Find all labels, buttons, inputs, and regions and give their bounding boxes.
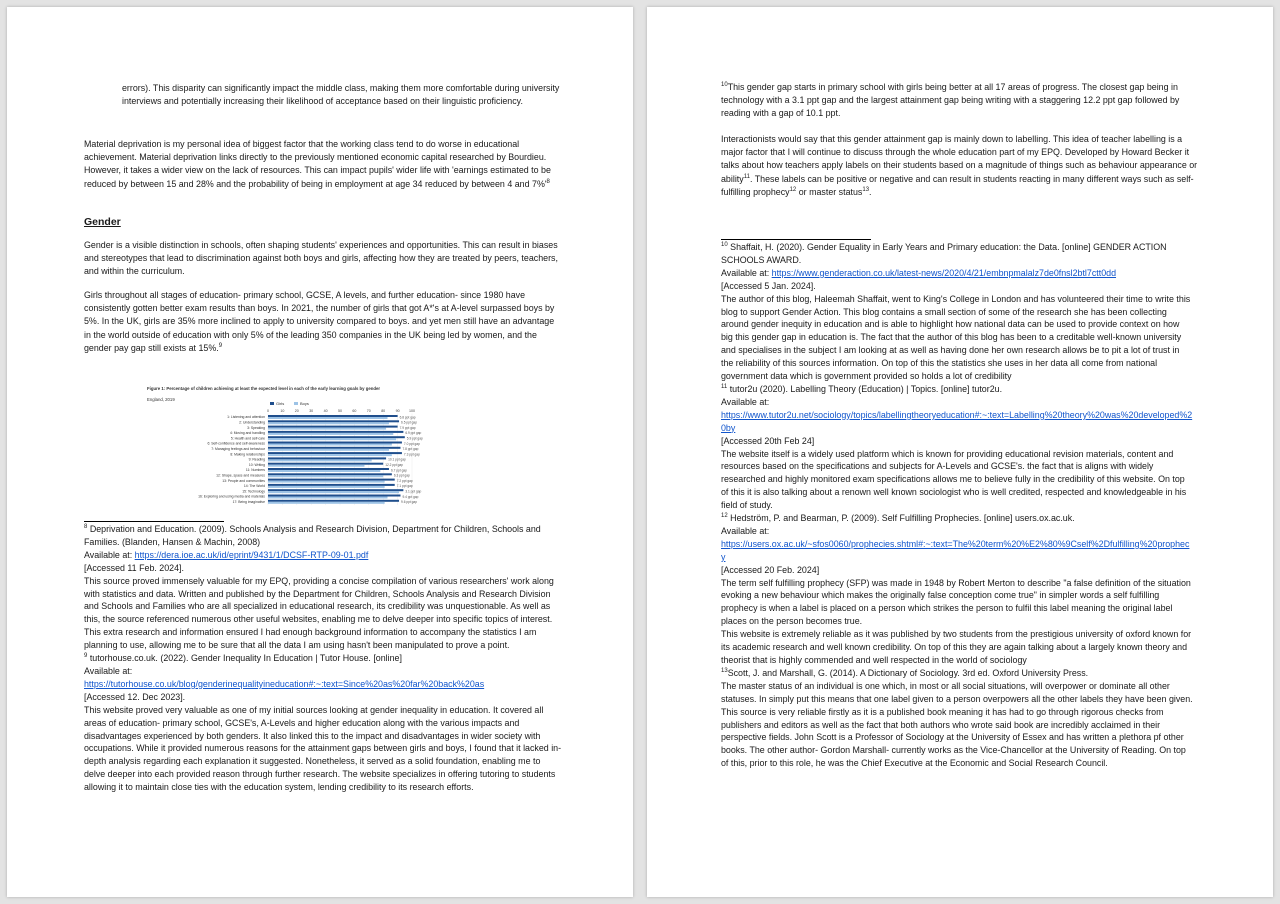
bar-girls <box>268 415 398 417</box>
legend-label-girls: Girls <box>276 401 285 406</box>
gap-label: 7.8 ppt gap <box>402 447 419 452</box>
bar-boys <box>268 417 388 419</box>
footnote-ref-8[interactable]: 8 <box>546 178 550 185</box>
footnote-ref-13[interactable]: 13 <box>862 186 870 193</box>
gap-label: 7.2 ppt gap <box>396 478 413 483</box>
footnote-11-body: The website itself is a widely used platform which is known for providing educational revision materials, content and resources based on the specifications and subjects for A-Levels and GCSE's. the fact that is aligns with widely researched and highly monitored exam specifications allows me to believe fully in the credibility of this website. On top of this it is also talking about a renown well known sociologist who is well credited, respected and knowledgeable in his field of study. <box>721 448 1187 511</box>
footnote-12-link[interactable]: https://users.ox.ac.uk/~sfos0060/prophecies.shtml#:~:text=The%20term%20%E2%80%9Cself%2Dfulfilling%20prophecy <box>721 538 1190 562</box>
document-page-right <box>647 7 1273 897</box>
bar-boys <box>268 428 386 430</box>
gap-label: 9.6 ppt gap <box>401 500 417 505</box>
gap-label: 5.9 ppt gap <box>406 436 423 441</box>
footnote-8-availability <box>84 549 564 562</box>
bar-girls <box>268 463 383 465</box>
gap-label: 6.8 ppt gap <box>399 415 416 420</box>
bar-boys <box>268 433 393 435</box>
bar-boys <box>268 465 364 467</box>
category-label: 15: Technology <box>242 489 265 494</box>
bar-boys <box>268 454 392 456</box>
bar-girls <box>268 431 403 433</box>
legend-label-boys: Boys <box>300 401 309 406</box>
category-label: 4: Moving and handling <box>229 431 265 436</box>
bar-boys <box>268 449 389 451</box>
gap-label: 7.3 ppt gap <box>403 452 420 457</box>
footnote-11-available-label: Available at: <box>721 396 770 407</box>
x-tick-label: 10 <box>280 409 285 413</box>
footnote-8-available-label: Available at: <box>84 549 135 560</box>
gap-label: 9.4 ppt gap <box>402 494 419 499</box>
footnote-9-available-label: Available at: <box>84 665 133 676</box>
gap-label: 7.9 ppt gap <box>399 425 416 430</box>
bar-boys <box>268 444 392 446</box>
footnote-10-citation <box>721 241 1193 267</box>
gap-label: 7.1 ppt gap <box>396 484 413 489</box>
category-label: 12: Shape, space and measures <box>216 473 265 478</box>
paragraph-interactionists-text-a: Interactionists would say that this gender attainment gap is mainly down to labelling. This idea of teacher labelling is a major factor that I will continue to discuss through the whole education part of my EPQ. Developed by Howard Becker it talks about how teachers apply labels on their students based on a magnitude of things such as behaviour appearance or ability <box>721 134 1198 184</box>
bar-girls <box>268 484 395 486</box>
footnote-13-body-definition: The master status of an individual is one which, in most or all social situations, will overpower or dominate all other statuses. In simply put this means that one label given to a person overpowers all the other labels they have been given. <box>721 680 1193 704</box>
footnote-11-link[interactable]: https://www.tutor2u.net/sociology/topics/labellingtheoryeducation#:~:text=Labelling%20theory%20was%20developed%20by <box>721 409 1193 433</box>
bar-girls <box>268 442 402 444</box>
footnote-13-title: Scott, J. and Marshall, G. (2014). A Dictionary of Sociology. 3rd ed. Oxford University Press. <box>727 667 1089 678</box>
category-label: 11: Numbers <box>245 468 265 473</box>
x-tick-label: 100 <box>409 409 415 413</box>
footnote-9-link-line <box>84 678 564 691</box>
category-label: 3: Speaking <box>247 425 265 430</box>
paragraph-interactionists-text-c: or master status <box>796 186 863 197</box>
footnote-10-available-label: Available at: <box>721 267 772 278</box>
paragraph-gender-gap <box>721 81 1199 121</box>
footnote-8-number: 8 <box>84 524 88 531</box>
paragraph-gender-gap-text: This gender gap starts in primary school with girls being better at all 17 areas of progress. The closest gap being in technology with a 3.1 ppt gap and the largest attainment gap being writing with a staggering 12.2 ppt gap followed by reading with a gap of 10.1 ppt. <box>721 82 1180 119</box>
footnote-9-number: 9 <box>84 653 88 660</box>
bar-girls <box>268 489 403 491</box>
category-label: 6: Self-confidence and self-awareness <box>207 441 265 446</box>
footnote-separator <box>84 521 224 522</box>
bar-girls <box>268 420 399 422</box>
document-page-left <box>7 7 633 897</box>
footnote-8-title: Deprivation and Education. (2009). Schools Analysis and Research Division, Department for Children, Schools and Families. (Blanden, Hansen & Machin, 2008) <box>84 524 541 547</box>
x-tick-label: 20 <box>294 409 299 413</box>
x-tick-label: 80 <box>381 409 386 413</box>
section-heading-gender: Gender <box>84 216 121 228</box>
category-label: 7: Managing feelings and behaviour <box>211 447 265 451</box>
gap-label: 6.3 ppt gap <box>393 473 410 478</box>
bar-girls <box>268 436 405 438</box>
legend-swatch-girls <box>270 402 274 405</box>
bar-boys <box>268 475 383 477</box>
paragraph-gender-results <box>84 289 562 355</box>
footnote-10-accessed: [Accessed 5 Jan. 2024]. <box>721 280 816 291</box>
bar-girls <box>268 500 399 502</box>
footnote-11-link-line <box>721 409 1193 435</box>
gap-label: 3.1 ppt gap <box>405 489 422 494</box>
bar-girls <box>268 447 400 449</box>
footnote-9-title: tutorhouse.co.uk. (2022). Gender Inequality In Education | Tutor House. [online] <box>89 653 402 664</box>
category-label: 1: Listening and attention <box>227 415 265 420</box>
footnote-separator <box>721 239 871 240</box>
footnote-8-accessed: [Accessed 11 Feb. 2024]. <box>84 562 184 573</box>
footnote-11-accessed: [Accessed 20th Feb 24] <box>721 435 815 446</box>
footnote-ref-9[interactable]: 9 <box>218 342 223 349</box>
footnote-8-citation <box>84 523 564 549</box>
bar-girls <box>268 479 395 481</box>
category-label: 8: Making relationships <box>230 452 265 457</box>
footnotes-right <box>721 241 1193 770</box>
footnote-10-link[interactable]: https://www.genderaction.co.uk/latest-news/2020/4/21/embnpmalalz7de0fnsl2btl7ctt0dd <box>771 267 1117 278</box>
gap-label: 6.5 ppt gap <box>401 420 417 425</box>
footnotes-left <box>84 523 564 794</box>
category-label: 9: Reading <box>248 457 265 462</box>
footnote-12-title: Hedström, P. and Bearman, P. (2009). Self Fulfilling Prophecies. [online] users.ox.ac.uk. <box>730 513 1075 524</box>
footnote-10-availability <box>721 267 1193 280</box>
gap-label: 7.0 ppt gap <box>403 441 420 446</box>
legend-swatch-boys <box>294 402 298 405</box>
bar-boys <box>268 497 388 499</box>
footnote-9-accessed: [Accessed 12. Dec 2023]. <box>84 691 186 702</box>
bar-boys <box>268 481 385 483</box>
footnote-12-body-definition: The term self fulfilling prophecy (SFP) was made in 1948 by Robert Merton to describe "a false definition of the situation evoking a new behaviour which makes the originally false conception come true" in simpler words a self fulfilling prophecy is when a label is placed on a person which strikes the person to fulfil this label meaning the original label places on the person becomes true. <box>721 577 1191 627</box>
footnote-12-link-line <box>721 538 1193 564</box>
footnote-11-number: 11 <box>721 384 728 390</box>
x-tick-label: 50 <box>338 409 342 413</box>
footnote-12-body-reliability: This website is extremely reliable as it was published by two students from the prestigious university of oxford known for its academic research and well known credibility. On top of this they are again talking about a largely known theory and theorist that is highly commended and well respected in the world of sociology <box>721 629 1192 665</box>
chart-subtitle: England, 2019 <box>147 397 175 402</box>
gap-label: 10.1 ppt gap <box>388 457 406 462</box>
category-label: 2: Understanding <box>239 420 265 425</box>
bar-boys <box>268 486 385 488</box>
x-tick-label: 40 <box>323 409 328 413</box>
footnote-10-title: Shaffait, H. (2020). Gender Equality in Early Years and Primary education: the Data. [online] GENDER ACTION SCHOOLS AWARD. <box>721 242 1167 265</box>
footnote-12-citation <box>721 512 1193 525</box>
paragraph-interactionists-text-b: . These labels can be positive or negative and can result in students reacting in many different ways such as self-fulfilling prophecy <box>721 173 1194 197</box>
footnote-13-number: 13 <box>721 667 728 674</box>
gap-label: 12.2 ppt gap <box>385 463 403 467</box>
x-tick-label: 60 <box>352 409 357 413</box>
footnote-9-body: This website proved very valuable as one of my initial sources looking at gender inequality in education. It covered all areas of education- primary school, GCSE's, A-Levels and higher education along with the various impacts and disadvantages experienced by both genders. It also linked this to the impact and disadvantages in wider society with occupations. While it provided numerous reasons for the attainment gaps between girls and boys, I found that it lacked in-depth analysis regarding each explanation it suggested. Nonetheless, it served as a solid foundation, enabling me to delve deeper into each provided reason through further research. The website specializes in offering tutoring to students allowing it to maintain close ties with the education system, lending credibility to its research efforts. <box>84 704 562 793</box>
paragraph-material-deprivation <box>84 138 562 191</box>
quote-continuation: errors). This disparity can significantly impact the middle class, making them more comfortable during university interviews and potentially increasing their likelihood of acceptance based on their linguistic proficiency. <box>122 83 560 107</box>
x-tick-label: 0 <box>267 409 269 413</box>
bar-boys <box>268 422 389 424</box>
footnote-ref-10[interactable]: 10 <box>721 82 728 89</box>
gap-label: 6.9 ppt gap <box>405 431 422 436</box>
gender-gap-bar-chart <box>132 401 452 509</box>
chart-title: Figure 1: Percentage of children achieving at least the expected level in each of the early learning goals by gender <box>147 386 381 391</box>
footnote-ref-12[interactable]: 12 <box>789 186 797 193</box>
paragraph-gender-intro: Gender is a visible distinction in schools, often shaping students' experiences and opportunities. This can result in biases and stereotypes that lead to discrimination against both boys and girls, affecting how they are treated by peers, teachers, and within the curriculum. <box>84 240 558 277</box>
category-label: 16: Exploring and using media and materials <box>198 494 265 499</box>
category-label: 14: The World <box>243 484 265 489</box>
footnote-12-available-label: Available at: <box>721 525 770 536</box>
category-label: 13: People and communities <box>222 478 265 483</box>
bar-girls <box>268 495 400 497</box>
x-tick-label: 90 <box>395 409 400 413</box>
paragraph-interactionists <box>721 133 1199 199</box>
footnote-ref-11[interactable]: 11 <box>743 173 750 180</box>
bar-boys <box>268 491 399 493</box>
bar-boys <box>268 459 372 461</box>
bar-boys <box>268 502 385 504</box>
bar-girls <box>268 426 398 428</box>
footnote-13-body-reliability: This source is very reliable firstly as it is a published book meaning it has had to go through rigorous checks from publishers and editors as well as the fact that both authors who wrote said book are incredibly acclaimed in their perspective fields. John Scott is a Professor of Sociology at the University of Essex and has written a plethora pf other books. The other author- Gordon Marshall- currently works as the Vice-Chancellor at the University of Reading. On top of this, prior to this role, he was the Chief Executive at the Economic and Social Research Council. <box>721 706 1186 769</box>
category-label: 5: Health and self-care <box>230 436 265 441</box>
footnote-12-number: 12 <box>721 513 728 520</box>
category-label: 17: Being imaginative <box>232 500 265 504</box>
footnote-10-body: The author of this blog, Haleemah Shaffait, went to King's College in London and has volunteered their time to write this blog to support Gender Action. This blog contains a small section of some of the research she has been collecting around gender inequity in education and is able to highlight how national data can be used to provide context on how big this gender gap in education is. The fact that the author of this blog has been to a creditable well-known university and specialises in the subject I am looking at as well as having done her own research allows be to pit a lot of trust in the reliability of this sources information. On top of this the statistics she uses in her data all come from national government data which is government provided so holds a lot of credibility <box>721 293 1191 382</box>
gap-label: 6.7 ppt gap <box>390 468 407 473</box>
footnote-11-citation <box>721 383 1193 396</box>
x-tick-label: 30 <box>309 409 314 413</box>
bar-boys <box>268 470 380 472</box>
bar-girls <box>268 452 402 454</box>
bar-girls <box>268 473 392 475</box>
bar-girls <box>268 457 386 459</box>
paragraph-material-text: Material deprivation is my personal idea of biggest factor that the working class tend to do worse in educational achievement. Material deprivation links directly to the previously mentioned economic capital researched by Bourdieu. However, it takes a wider view on the lack of resources. This can impact pupils' wider life with 'earnings estimated to be reduced by between 15 and 28% and the probability of being in employment at age 34 reduced by between 4 and 7%' <box>84 139 551 189</box>
footnote-13-citation <box>721 667 1193 680</box>
x-tick-label: 70 <box>366 409 371 413</box>
paragraph-interactionists-text-d: . <box>869 186 872 197</box>
footnote-8-body: This source proved immensely valuable for my EPQ, providing a concise compilation of various researchers' work along with statistics and data. Written and published by the Department for Children, Schools Analysis and Research Division and Schools and Families who are all specialized in educational research, its credibility was unquestionable. As well as this, the source referenced numerous other useful websites, enabling me to delve deeper into specific topics of interest. This extra research and information ensured I had enough background information to accompany the statistics I am planning to use, allowing me to be sure that all the data I am using hasn't been manipulated to prove a point. <box>84 575 554 651</box>
footnote-10-number: 10 <box>721 242 728 249</box>
footnote-12-accessed: [Accessed 20 Feb. 2024] <box>721 564 820 575</box>
category-label: 10: Writing <box>248 462 265 467</box>
paragraph-gender-results-text: Girls throughout all stages of education- primary school, GCSE, A levels, and further education- since 1980 have consistently gotten better exam results than boys. In 2021, the number of girls that got A*'s at A-level surpassed boys by 5%. In the UK, girls are 35% more inclined to apply to university compared to boys. and yet men still have an advantage in the world outside of education with only 5% of the leading 350 companies in the UK being led by women, and the gender pay gap still exists at 15%. <box>84 290 555 353</box>
footnote-8-link[interactable]: https://dera.ioe.ac.uk/id/eprint/9431/1/DCSF-RTP-09-01.pdf <box>134 549 369 560</box>
footnote-9-citation <box>84 652 564 665</box>
bar-girls <box>268 468 389 470</box>
footnote-9-link[interactable]: https://tutorhouse.co.uk/blog/genderinequalityineducation#:~:text=Since%20as%20far%20back%20as <box>84 678 485 689</box>
footnote-11-title: tutor2u (2020). Labelling Theory (Education) | Topics. [online] tutor2u. <box>729 383 1003 394</box>
bar-boys <box>268 438 396 440</box>
